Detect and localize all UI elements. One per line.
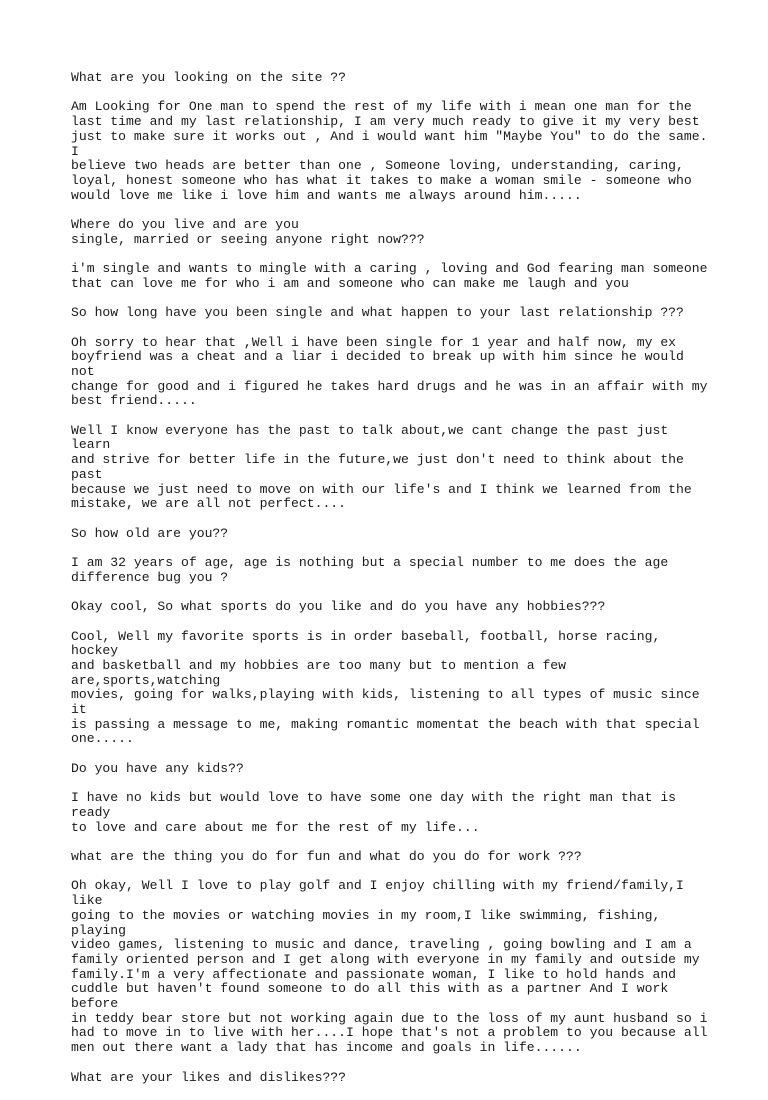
document-page	[71, 71, 711, 1100]
reply-past: Well I know everyone has the past to talk about,we cant change the past just learn and strive for better life in the future,we just don't need to think about the past because we just need to move on with our life's and I think we learned from the mistake, we are all not perfect....	[71, 422, 692, 512]
question-age: So how old are you??	[71, 525, 229, 541]
answer-sports: Cool, Well my favorite sports is in order baseball, football, horse racing, hockey and basketball and my hobbies are too many but to mention a few are,sports,watching movies, going for walks,playing with kids, listening to all types of music since it is passing a message to me, making romantic momentat the beach with that special one.....	[71, 628, 700, 747]
question-kids: Do you have any kids??	[71, 760, 244, 776]
answer-single: Oh sorry to hear that ,Well i have been single for 1 year and half now, my ex boyfriend was a cheat and a liar i decided to break up with him since he would not change for good and i figured he takes hard drugs and he was in an affair with my best friend.....	[71, 334, 708, 409]
answer-age: I am 32 years of age, age is nothing but a special number to me does the age difference bug you ?	[71, 555, 669, 585]
answer-live: i'm single and wants to mingle with a caring , loving and God fearing man someone that can love me for who i am and someone who can make me laugh and you	[71, 261, 708, 291]
question-fun-work: what are the thing you do for fun and what do you do for work ???	[71, 849, 582, 865]
question-site: What are you looking on the site ??	[71, 70, 347, 85]
answer-kids: I have no kids but would love to have some one day with the right man that is ready to love and care about me for the rest of my life...	[71, 790, 677, 835]
answer-site: Am Looking for One man to spend the rest of my life with i mean one man for the last time and my last relationship, I am very much ready to give it my very best just to make sure it works out , And i would want him "Maybe You" to do the same. I believe two heads are better than one , Someone loving, understanding, caring, loyal, honest someone who has what it takes to make a woman smile - someone who would love me like i love him and wants me always around him.....	[71, 99, 708, 203]
question-likes: What are your likes and dislikes???	[71, 1069, 347, 1085]
question-single: So how long have you been single and what happen to your last relationship ???	[71, 305, 684, 321]
question-sports: Okay cool, So what sports do you like and do you have any hobbies???	[71, 599, 606, 615]
question-live: Where do you live and are you single, married or seeing anyone right now???	[71, 217, 425, 247]
answer-fun-work: Oh okay, Well I love to play golf and I enjoy chilling with my friend/family,I like going to the movies or watching movies in my room,I like swimming, fishing, playing video games, listening to music and dance, traveling , going bowling and I am a family oriented person and I get along with everyone in my family and outside my family.I'm a very affectionate and passionate woman, I like to hold hands and cuddle but haven't found someone to do all this with as a partner And I work before in teddy bear store but not working again due to the loss of my aunt husband so i had to move in to live with her....I hope that's not a problem to you because all men out there want a lady that has income and goals in life......	[71, 878, 708, 1056]
